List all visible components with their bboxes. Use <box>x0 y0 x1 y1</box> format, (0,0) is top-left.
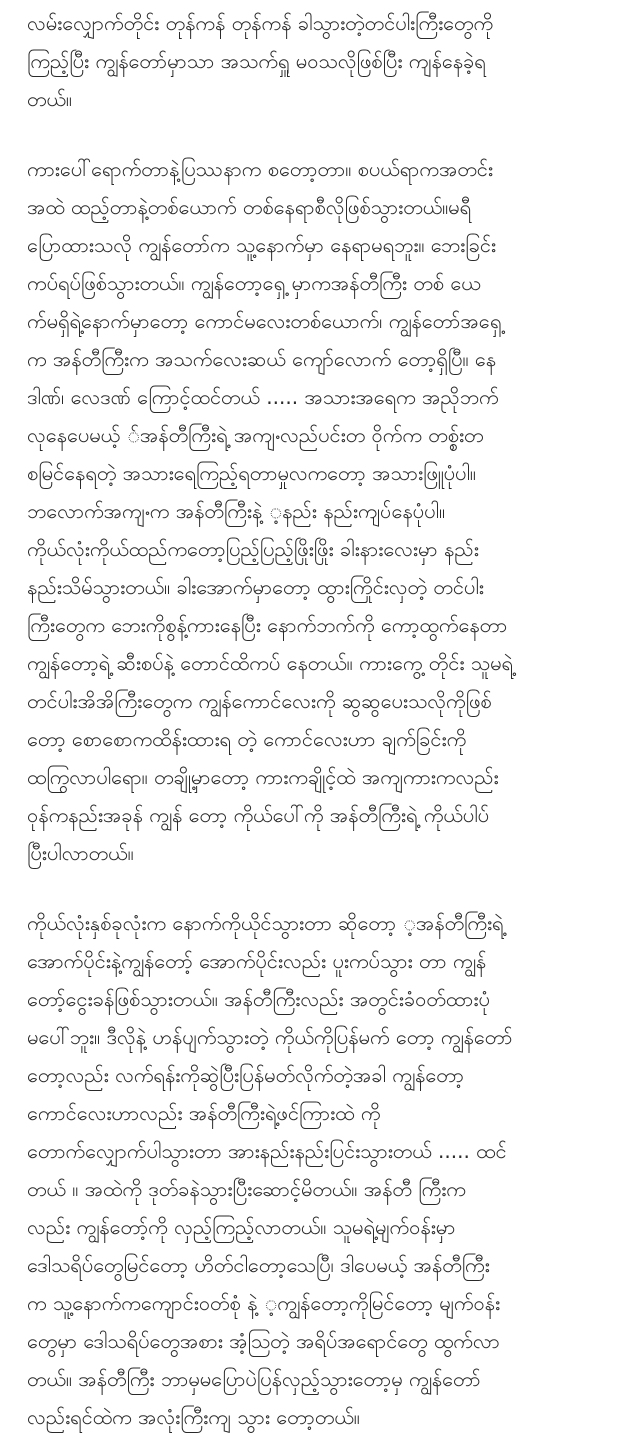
text-line: တော့ စောစောကထိန်းထားရ တဲ့ ကောင်လေးဟာ ချက်ခြင်းကို <box>27 727 467 751</box>
text-line: လုနေပေမယ့် ်အန်တီကြီးရဲ့ အကျႋလည်ပင်းတ ဝိုက်က တစ္စ်းတ <box>27 423 484 447</box>
text-line: ကားပေါ်ရောက်တာနဲ့ပြဿနာက စတော့တာ။ စပယ်ရာကအတင်း <box>27 157 493 181</box>
text-line: က သူ့နောက်ကကျောင်းဝတ်စုံ နဲ့ ့ကျွန်တော့ကိုမြင်တော့ မျက်ဝန်း <box>27 1291 501 1315</box>
text-line: ပြောထားသလို ကျွန်တော်က သူ့နောက်မှာ နေရာမရဘူး။ ဘေးခြင်း <box>27 233 497 257</box>
text-line: တယ်။ အန်တီကြီး ဘာမှမပြောပဲပြန်လှည့်သွားတော့မှ ကျွန်တော် <box>27 1367 481 1391</box>
text-line: တင်ပါးအိအိကြီးတွေက ကျွန်ကောင်လေးကို ဆွဆွပေးသလိုကိုဖြစ် <box>27 689 492 713</box>
text-line: တော့်ငွေးခန်ဖြစ်သွားတယ်။ အန်တီကြီးလည်း အတွင်းခံဝတ်ထားပုံ <box>27 987 490 1011</box>
text-line: ကပ်ရပ်ဖြစ်သွားတယ်။ ကျွန်တော့ရှေ့ မှာကအန်တီကြီး တစ် ယေ <box>27 271 481 295</box>
text-line: ကိုယ်လုံးကိုယ်ထည်ကတော့ပြည့်ပြည့်ဖြိုးဖြိုး ခါးနားလေးမှာ နည်း <box>27 537 479 561</box>
paragraph-1 <box>27 4 622 118</box>
text-line: တယ်။ <box>27 87 72 111</box>
text-line: ကြီးတွေက ဘေးကိုစွန့်ကားနေပြီး နောက်ဘက်ကို ကော့ထွက်နေတာ <box>27 613 508 637</box>
paragraph-gap <box>27 872 622 904</box>
text-line: လည်းရင်ထဲက အလုံးကြီးကျ သွား တော့တယ်။ <box>27 1405 360 1429</box>
text-line: လည်း ကျွန်တော့်ကို လှည့်ကြည့်လာတယ်။ သူမရဲ့မျက်ဝန်းမှာ <box>27 1215 456 1239</box>
text-line: ဒေါသရိပ်တွေမြင်တော့ ဟိတ်ငါတော့သေပြီ၊ ဒါပေမယ့် အန်တီကြီး <box>27 1253 490 1277</box>
text-line: နည်းသိမ်သွားတယ်။ ခါးအောက်မှာတော့ ထွားကြိုင်းလှတဲ့ တင်ပါး <box>27 575 484 599</box>
text-line: ကြည့်ပြီး ကျွန်တော်မှာသာ အသက်ရှူ မဝသလိုဖြစ်ပြီး ကျန်နေခဲ့ရ <box>27 49 486 73</box>
text-line: တော့လည်း လက်ရန်းကိုဆွဲပြီးပြန်မတ်လိုက်တဲ့အခါ ကျွန်တော့ <box>27 1063 464 1087</box>
text-line: ဘလောက်အကျႋက အန်တီကြီးနဲ့ ့နည်း နည်းကျပ်နေပုံပါ။ <box>27 499 446 523</box>
text-line: အောက်ပိုင်းနဲ့ကျွန်တော့် အောက်ပိုင်းလည်း ပူးကပ်သွား တာ ကျွန် <box>27 949 487 973</box>
text-line: စမြင်နေရတဲ့ အသားရေကြည့်ရတာမှုလကတော့ အသားဖြူပုံပါ။ <box>27 461 476 485</box>
text-line: က အန်တီကြီးက အသက်လေးဆယ် ကျော်လောက် တော့ရှိပြီ။ နေ <box>27 347 497 371</box>
paragraph-2 <box>27 150 622 872</box>
text-line: ကောင်လေးဟာလည်း အန်တီကြီးရဲ့ဖင်ကြားထဲ ကို <box>27 1101 381 1125</box>
paragraph-gap <box>27 118 622 150</box>
text-line: မပေါ်ဘူး။ ဒီလိုနဲ့ ဟန်ပျက်သွားတဲ့ ကိုယ်ကိုပြန်မက် တော့ ကျွန်တော် <box>27 1025 513 1049</box>
text-line: က်မရှိရဲ့နောက်မှာတော့ ကောင်မလေးတစ်ယောက်၊ ကျွန်တော်အရှေ့ <box>27 309 502 333</box>
text-line: ထကြွလာပါရော။ တချို့မှာတော့ ကားကချိုင့်ထဲ အကျကားကလည်း <box>27 765 499 789</box>
text-line: တွေမှာ ဒေါသရိပ်တွေအစား အံ့သြတဲ့ အရိပ်အရောင်တွေ ထွက်လာ <box>27 1329 500 1353</box>
text-line: တောက်လျှောက်ပါသွားတာ အားနည်းနည်းပြင်းသွားတယ် ..... ထင် <box>27 1139 507 1163</box>
text-line: ကျွန်တော့ရဲ့ ဆီးစပ်နဲ့ တောင်ထိကပ် နေတယ်။ ကားကွေ့ တိုင်း သူမရဲ့ <box>27 651 513 675</box>
text-line: လမ်းလျှောက်တိုင်း တုန်ကန် တုန်ကန် ခါသွားတဲ့တင်ပါးကြီးတွေကို <box>27 11 494 35</box>
text-line: ပြီးပါလာတယ်။ <box>27 841 134 865</box>
paragraph-3 <box>27 904 622 1436</box>
text-line: အထဲ ထည့်တာနဲ့တစ်ယောက် တစ်နေရာစီလိုဖြစ်သွားတယ်။မရီ <box>27 195 472 219</box>
text-line: ဝုန်ကနည်းအခုန် ကျွန် တော့ ကိုယ်ပေါ်ကို အန်တီကြီးရဲ့ ကိုယ်ပါပ် <box>27 803 490 827</box>
text-line: ဒါဏ်၊ လေဒဏ် ကြောင့်ထင်တယ် ..... အသားအရေက အညိုဘက် <box>27 385 499 409</box>
text-line: ကိုယ်လုံးနှစ်ခုလုံးက နောက်ကိုယိုင်သွားတာ ဆိုတော့ ့အန်တီကြီးရဲ့ <box>27 911 504 935</box>
text-line: တယ် ။ အထဲကို ဒုတ်ခနဲသွားပြီးဆောင့်မိတယ်။ အန်တီ ကြီးက <box>27 1177 466 1201</box>
